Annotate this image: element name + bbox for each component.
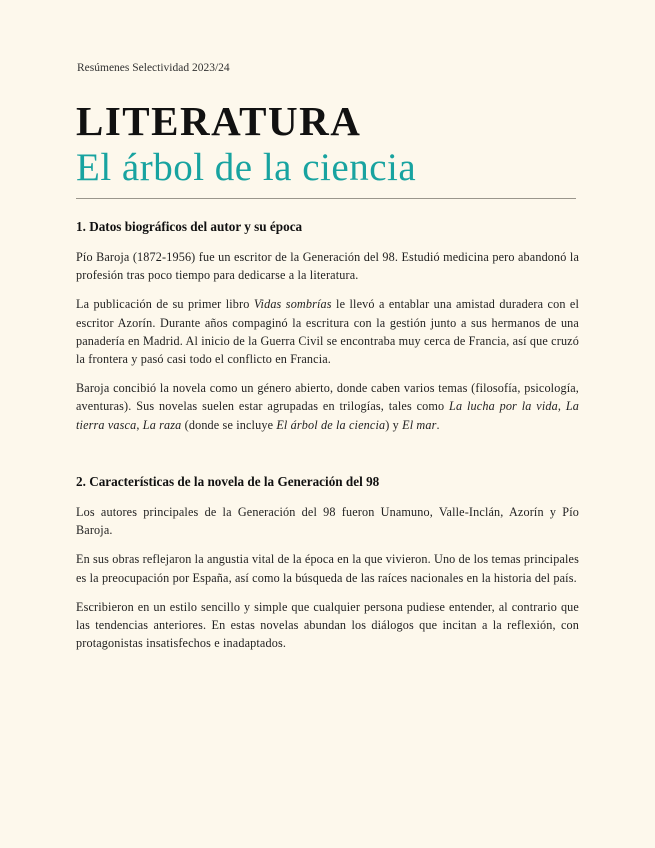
book-title: La lucha por la vida (449, 399, 558, 414)
book-title: El árbol de la ciencia (276, 417, 386, 432)
document-header: Resúmenes Selectividad 2023/24 (77, 62, 230, 74)
section-characteristics (76, 474, 579, 663)
title-divider (76, 198, 576, 199)
section-heading: 2. Características de la novela de la Generación del 98 (76, 474, 380, 489)
book-title: Vidas sombrías (253, 297, 332, 312)
book-title: La tierra vasca (76, 399, 579, 432)
page-subtitle: El árbol de la ciencia (76, 146, 417, 189)
paragraph: En sus obras reflejaron la angustia vital de la época en la que vivieron. Uno de los temas principales es la preocupación por España, así como la búsqueda de las raíces nacionales en la historia del país. (76, 552, 579, 585)
paragraph: Baroja concibió la novela como un género abierto, donde caben varios temas (filosofía, psicología, aventuras). Sus novelas suelen estar agrupadas en trilogías, tales como La lucha por la vida, La tierra vasca, La raza (donde se incluye El árbol de la ciencia) y El mar. (76, 381, 579, 432)
section-heading: 1. Datos biográficos del autor y su época (76, 219, 303, 234)
page-title: LITERATURA (76, 98, 362, 144)
paragraph: Pío Baroja (1872-1956) fue un escritor de la Generación del 98. Estudió medicina pero abandonó la profesión tras poco tiempo para dedicarse a la literatura. (76, 250, 579, 283)
paragraph: La publicación de su primer libro Vidas sombrías le llevó a entablar una amistad duradera con el escritor Azorín. Durante años compaginó la escritura con la gestión junto a sus hermanos de una panadería en Madrid. Al inicio de la Guerra Civil se encontraba muy cerca de Francia, así que cruzó la frontera y pasó casi todo el conflicto en Francia. (76, 297, 580, 367)
paragraph: Los autores principales de la Generación del 98 fueron Unamuno, Valle-Inclán, Azorín y Pío Baroja. (76, 505, 579, 538)
book-title: El mar (402, 417, 437, 432)
section-biography (76, 219, 579, 445)
paragraph: Escribieron en un estilo sencillo y simple que cualquier persona pudiese entender, al contrario que las tendencias anteriores. En estas novelas abundan los diálogos que incitan a la reflexión, con protagonistas insatisfechos e inadaptados. (76, 599, 579, 651)
book-title: La raza (142, 417, 182, 432)
